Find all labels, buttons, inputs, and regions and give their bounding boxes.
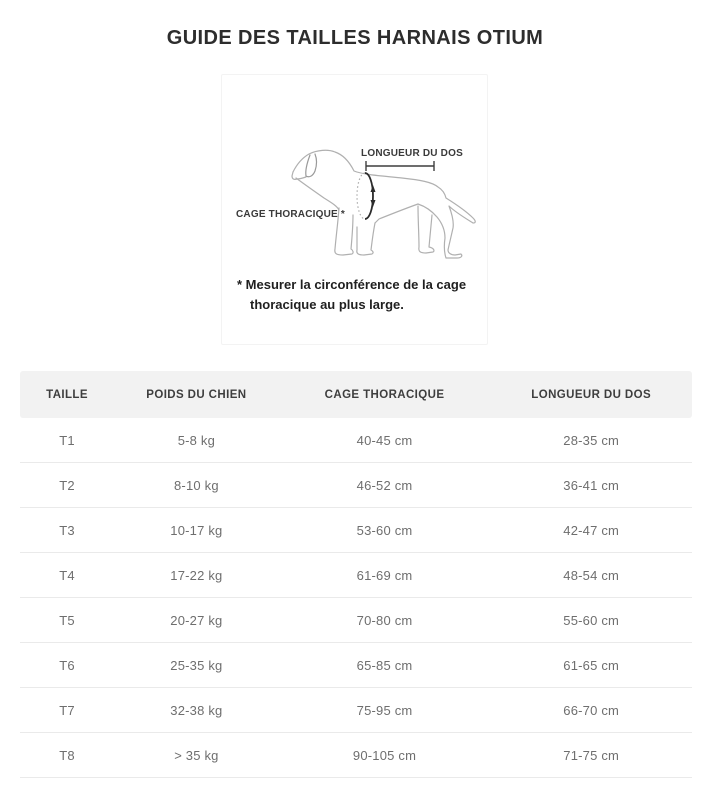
cell-back: 61-65 cm (563, 657, 620, 673)
column-header-back: LONGUEUR DU DOS (531, 388, 652, 401)
cell-back: 66-70 cm (563, 702, 620, 718)
cell-chest: 46-52 cm (356, 477, 413, 493)
cell-size: T3 (59, 522, 75, 538)
cell-chest: 40-45 cm (356, 432, 413, 448)
table-row (20, 508, 692, 553)
table-row (20, 598, 692, 643)
page-title: GUIDE DES TAILLES HARNAIS OTIUM (166, 27, 544, 49)
table-row (20, 463, 692, 508)
cell-weight: 25-35 kg (170, 657, 223, 673)
back-length-label: LONGUEUR DU DOS (361, 148, 463, 159)
cell-size: T7 (59, 702, 75, 718)
chest-girth-ellipse (357, 173, 376, 219)
arrow-up-icon (371, 185, 376, 192)
measure-note-line1: * Mesurer la circonférence de la cage (237, 277, 467, 292)
cell-chest: 90-105 cm (352, 747, 417, 763)
cell-weight: 8-10 kg (174, 477, 219, 493)
cell-weight: 10-17 kg (170, 522, 223, 538)
column-header-weight: POIDS DU CHIEN (146, 388, 247, 401)
cell-back: 55-60 cm (563, 612, 620, 628)
cell-chest: 61-69 cm (356, 567, 413, 583)
cell-weight: 32-38 kg (170, 702, 223, 718)
cell-back: 36-41 cm (563, 477, 620, 493)
cell-back: 48-54 cm (563, 567, 620, 583)
table-row (20, 688, 692, 733)
table-header (20, 371, 692, 418)
cell-chest: 65-85 cm (356, 657, 413, 673)
cell-weight: 20-27 kg (170, 612, 223, 628)
cell-size: T8 (59, 747, 75, 763)
table-row (20, 553, 692, 598)
column-header-chest: CAGE THORACIQUE (324, 388, 445, 401)
cell-chest: 70-80 cm (356, 612, 413, 628)
column-header-size: TAILLE (46, 388, 88, 401)
cell-size: T2 (59, 477, 75, 493)
cell-chest: 75-95 cm (356, 702, 413, 718)
cell-weight: 5-8 kg (177, 432, 216, 448)
cell-size: T6 (59, 657, 75, 673)
cell-size: T1 (59, 432, 75, 448)
table-row (20, 733, 692, 778)
size-table (20, 371, 692, 778)
cell-size: T4 (59, 567, 75, 583)
chest-ellipse-dotted-arc (357, 173, 365, 219)
table-row (20, 643, 692, 688)
table-row (20, 418, 692, 463)
measure-note-line2: thoracique au plus large. (250, 297, 404, 312)
cell-weight: 17-22 kg (170, 567, 223, 583)
chest-ellipse-solid-arc (365, 173, 373, 219)
cell-size: T5 (59, 612, 75, 628)
cell-chest: 53-60 cm (356, 522, 413, 538)
dog-illustration (222, 75, 487, 273)
chest-label: CAGE THORACIQUE * (236, 209, 345, 220)
cell-weight: > 35 kg (174, 747, 219, 763)
cell-back: 28-35 cm (563, 432, 620, 448)
arrow-down-icon (371, 200, 376, 207)
cell-back: 42-47 cm (563, 522, 620, 538)
measure-note (237, 275, 477, 315)
size-diagram (221, 74, 488, 345)
back-length-measure-line (366, 161, 434, 171)
cell-back: 71-75 cm (563, 747, 620, 763)
